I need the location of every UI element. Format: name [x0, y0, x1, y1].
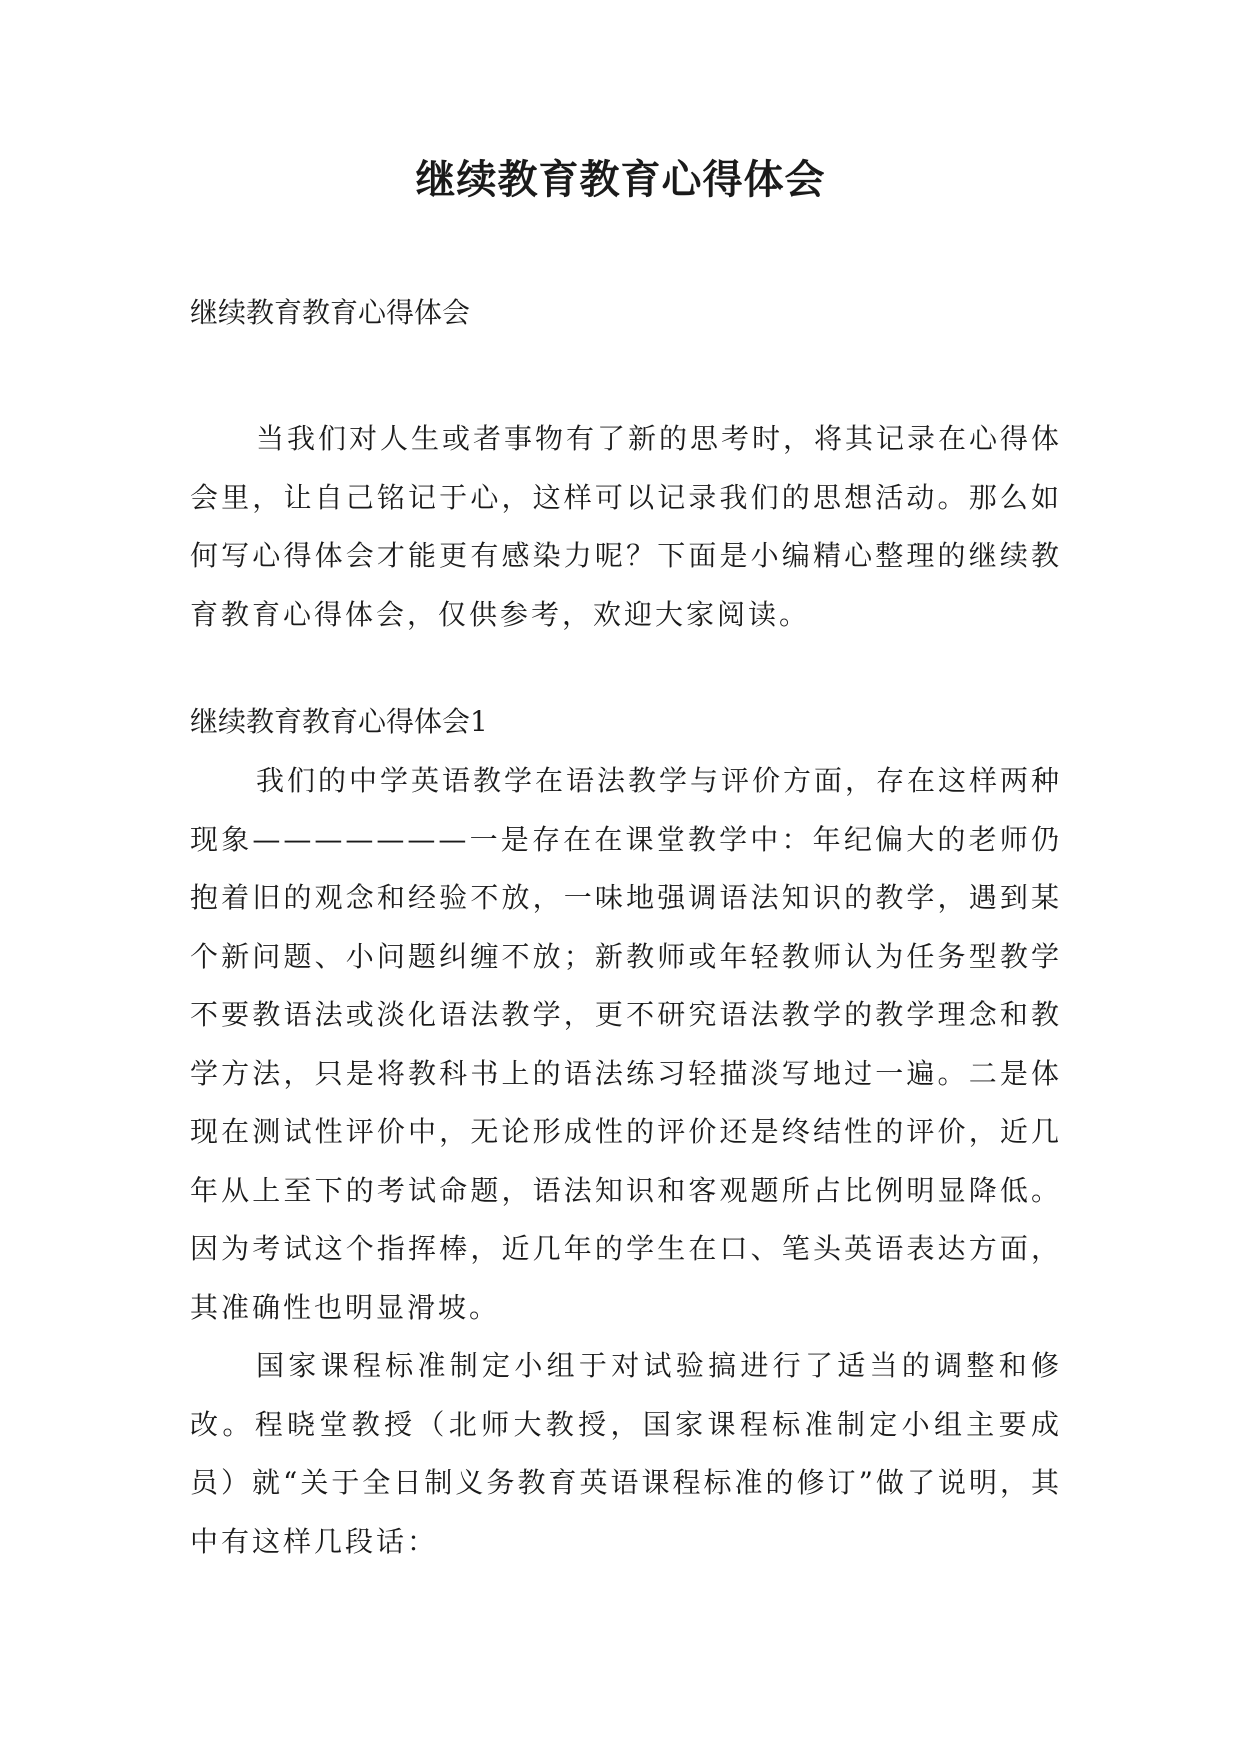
body-paragraph: 国家课程标准制定小组于对试验搞进行了适当的调整和修改。程晓堂教授（北师大教授，国家课程标准制定小组主要成员）就“关于全日制义务教育英语课程标准的修订”做了说明，其中有这样几段话：	[190, 1349, 1062, 1558]
intro-paragraph: 当我们对人生或者事物有了新的思考时，将其记录在心得体会里，让自己铭记于心，这样可以记录我们的思想活动。那么如何写心得体会才能更有感染力呢？下面是小编精心整理的继续教育教育心得体会，仅供参考，欢迎大家阅读。	[190, 422, 1063, 631]
body-paragraph: 我们的中学英语教学在语法教学与评价方面，存在这样两种现象———————一是存在在课堂教学中：年纪偏大的老师仍抱着旧的观念和经验不放，一味地强调语法知识的教学，遇到某个新问题、小问题纠缠不放；新教师或年轻教师认为任务型教学不要教语法或淡化语法教学，更不研究语法教学的教学理念和教学方法，只是将教科书上的语法练习轻描淡写地过一遍。二是体现在测试性评价中，无论形成性的评价还是终结性的评价，近几年从上至下的考试命题，语法知识和客观题所占比例明显降低。因为考试这个指挥棒，近几年的学生在口、笔头英语表达方面，其准确性也明显滑坡。	[190, 764, 1063, 1324]
document-title: 继续教育教育心得体会	[415, 156, 826, 203]
section-heading: 继续教育教育心得体会1	[190, 705, 488, 738]
section-body	[190, 752, 1062, 1571]
document-subtitle: 继续教育教育心得体会	[190, 296, 471, 329]
